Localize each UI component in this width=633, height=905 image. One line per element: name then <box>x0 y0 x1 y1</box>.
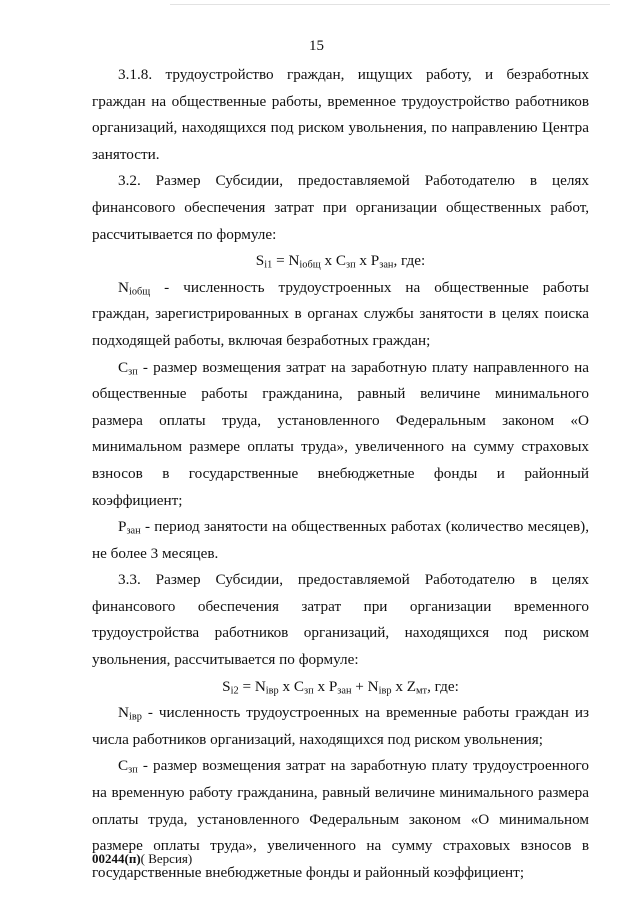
definition-p-zan <box>92 514 589 567</box>
definition-text: - численность трудоустроенных на временные работы граждан из числа работников организаций, находящихся под риском увольнения; <box>92 704 589 748</box>
definition-subscript: ioбщ <box>128 286 151 298</box>
definition-symbol: N <box>118 278 129 296</box>
formula-operator: x <box>355 252 371 270</box>
formula-subscript: i2 <box>230 685 239 697</box>
formula-operator: x <box>313 677 329 695</box>
document-version: ( Версия) <box>140 851 193 866</box>
formula-subscript: ioбщ <box>299 259 321 271</box>
formula-symbol: S <box>255 252 265 270</box>
formula-operator: x <box>278 677 294 695</box>
formula-s-i2 <box>92 674 589 701</box>
paragraph-3-1-8: 3.1.8. трудоустройство граждан, ищущих работу, и безработных граждан на общественные работы, временное трудоустройство работников организаций, находящихся под риском увольнения, по направлению Центра занятости. <box>92 66 589 163</box>
formula-subscript: iвр <box>265 685 279 697</box>
definition-symbol: С <box>118 358 129 376</box>
formula-subscript: зп <box>304 685 314 697</box>
formula-subscript: зп <box>346 259 356 271</box>
formula-symbol: N <box>367 677 379 695</box>
definition-symbol: Р <box>118 518 127 536</box>
definition-subscript: зп <box>128 366 138 378</box>
formula-symbol: С <box>335 252 346 270</box>
formula-tail: , где: <box>427 677 459 695</box>
formula-subscript: i1 <box>264 259 273 271</box>
formula-symbol: S <box>222 677 231 695</box>
definition-subscript: зан <box>126 525 141 537</box>
formula-subscript: зан <box>337 685 352 697</box>
formula-s-i1 <box>92 248 589 275</box>
formula-subscript: iвр <box>378 685 392 697</box>
formula-symbol: С <box>293 677 305 695</box>
definition-subscript: зп <box>128 765 138 777</box>
formula-operator: x <box>391 677 407 695</box>
formula-symbol: Р <box>328 677 338 695</box>
paragraph-3-3: 3.3. Размер Субсидии, предоставляемой Работодателю в целях финансового обеспечения затрат при организации временного трудоустройства работников организаций, находящихся под риском увольнения, рассчитывается по формуле: <box>92 571 589 669</box>
definition-text: - размер возмещения затрат на заработную плату направленного на общественные работы гражданина, равный величине минимального размера оплаты труда, установленного Федеральным законом «О минимальном размере оплаты труда», увеличенного на сумму страховых взносов в государственные внебюджетные фонды и районный коэффициент; <box>92 358 589 509</box>
definition-n-iobshch <box>92 275 589 355</box>
definition-text: - период занятости на общественных работах (количество месяцев), не более 3 месяцев. <box>92 518 589 562</box>
definition-n-ivr <box>92 700 589 753</box>
document-code: 00244(п) <box>92 851 141 866</box>
document-body <box>92 62 589 886</box>
definition-symbol: N <box>118 704 129 722</box>
formula-operator: + <box>351 677 368 695</box>
definition-symbol: С <box>118 757 129 775</box>
formula-symbol: Р <box>370 252 380 270</box>
page-number: 15 <box>309 38 324 54</box>
formula-operator: = <box>238 677 255 695</box>
definition-text: - численность трудоустроенных на общественные работы граждан, зарегистрированных в органах службы занятости в целях поиска подходящей работы, включая безработных граждан; <box>92 278 589 349</box>
scan-edge-line <box>170 4 610 5</box>
formula-operator: x <box>320 252 336 270</box>
formula-subscript: зан <box>379 259 394 271</box>
formula-symbol: N <box>288 252 300 270</box>
definition-c-zp <box>92 355 589 515</box>
paragraph-3-2: 3.2. Размер Субсидии, предоставляемой Работодателю в целях финансового обеспечения затрат при организации общественных работ, рассчитывается по формуле: <box>92 172 589 243</box>
document-footer <box>92 851 192 867</box>
formula-symbol: N <box>254 677 266 695</box>
definition-subscript: iвр <box>128 711 142 723</box>
formula-subscript: мт <box>416 685 428 697</box>
formula-operator: = <box>272 252 289 270</box>
formula-symbol: Z <box>406 677 417 695</box>
definition-text: - размер возмещения затрат на заработную плату трудоустроенного на временную работу гражданина, равный величине минимального размера оплаты труда, установленного Федеральным законом «О минимальном размере оплаты труда», увеличенного на сумму страховых взносов в государственные внебюджетные фонды и районный коэффициент; <box>92 757 589 881</box>
formula-tail: , где: <box>393 252 426 270</box>
